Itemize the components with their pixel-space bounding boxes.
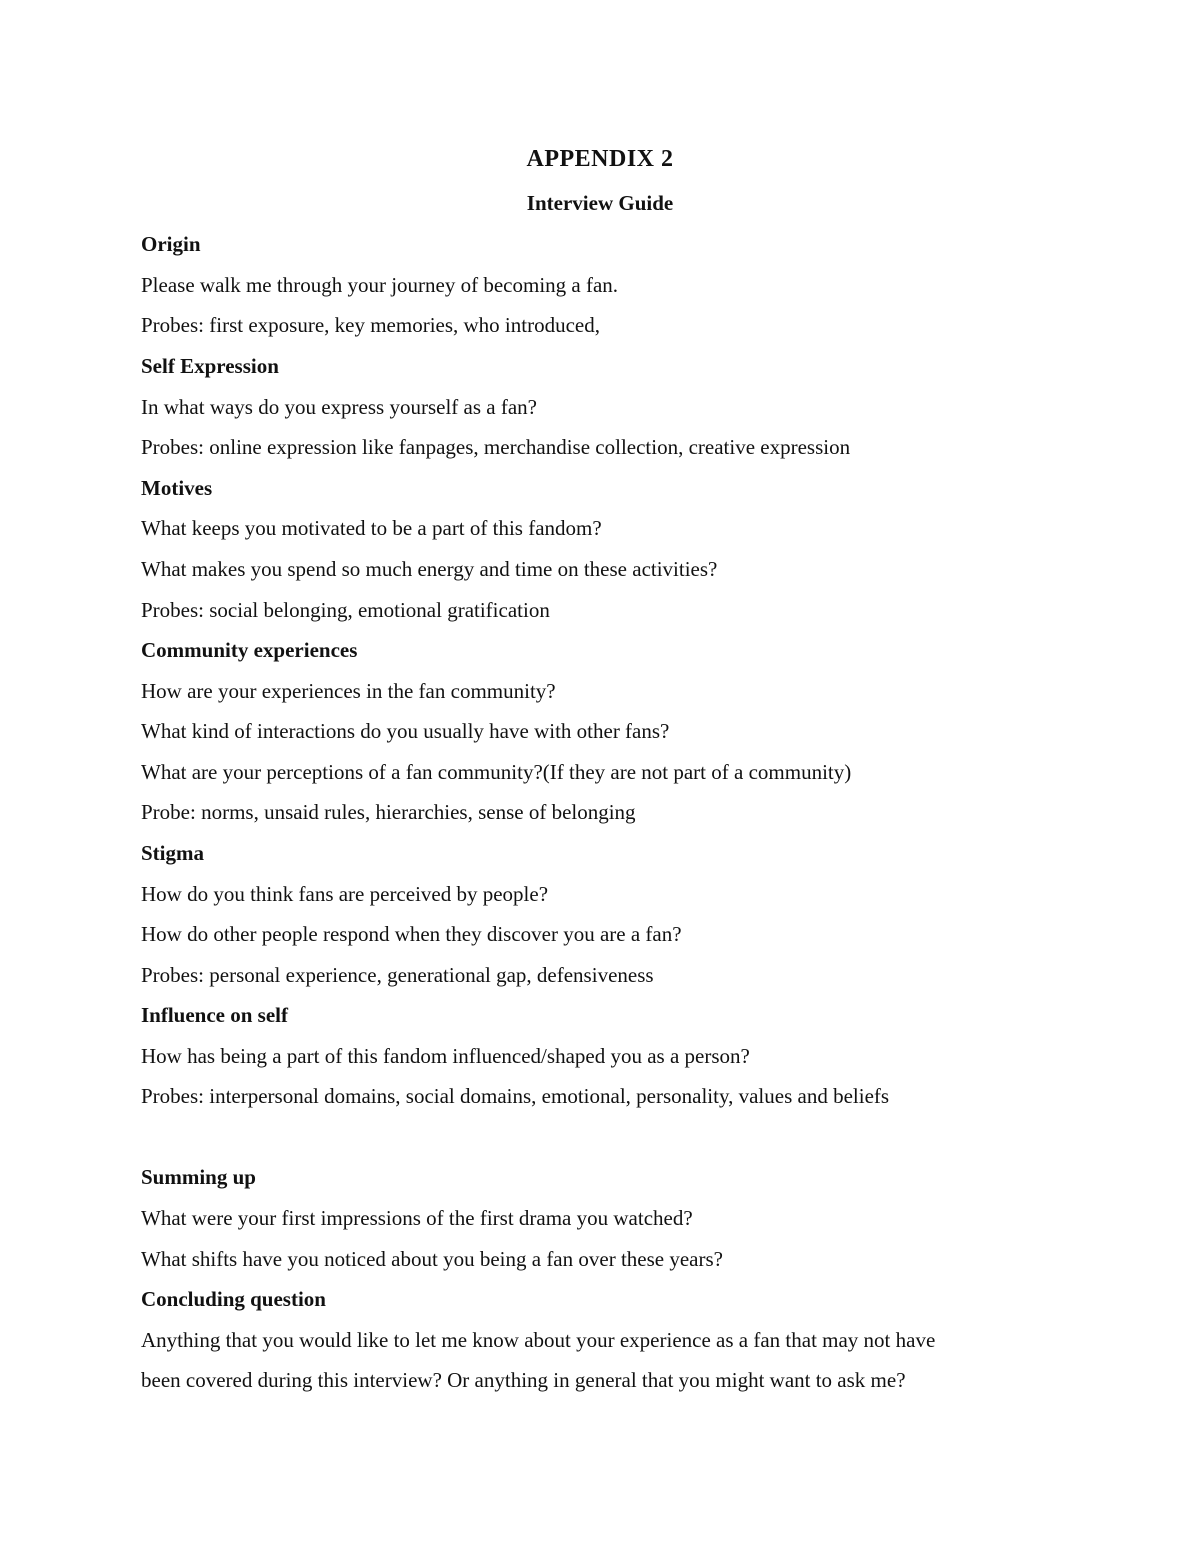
section-line: Probes: first exposure, key memories, who introduced, [141, 313, 600, 337]
section-line: How do other people respond when they discover you are a fan? [141, 922, 682, 946]
section-line: What keeps you motivated to be a part of this fandom? [141, 516, 602, 540]
section-line: Probes: interpersonal domains, social domains, emotional, personality, values and beliefs [141, 1084, 890, 1108]
section-line: What makes you spend so much energy and time on these activities? [141, 557, 718, 581]
section-line: Please walk me through your journey of becoming a fan. [141, 273, 619, 297]
section-line: What shifts have you noticed about you being a fan over these years? [141, 1247, 723, 1271]
section-heading-origin: Origin [141, 232, 201, 256]
section-heading-summing-up: Summing up [141, 1165, 256, 1189]
section-line: How do you think fans are perceived by people? [141, 882, 549, 906]
section-heading-motives: Motives [141, 476, 213, 500]
section-line: Probes: online expression like fanpages, merchandise collection, creative expression [141, 435, 851, 459]
page-title: APPENDIX 2 [526, 146, 674, 172]
section-line: Probe: norms, unsaid rules, hierarchies, sense of belonging [141, 800, 636, 824]
section-line: How has being a part of this fandom influenced/shaped you as a person? [141, 1044, 750, 1068]
section-heading-influence-on-self: Influence on self [141, 1003, 288, 1027]
page-subtitle: Interview Guide [526, 191, 674, 215]
section-line: What are your perceptions of a fan community?(If they are not part of a community) [141, 760, 852, 784]
section-line: Probes: social belonging, emotional gratification [141, 598, 550, 622]
section-line: Anything that you would like to let me know about your experience as a fan that may not have [141, 1328, 936, 1352]
section-line: Probes: personal experience, generational gap, defensiveness [141, 963, 654, 987]
section-line: been covered during this interview? Or anything in general that you might want to ask me? [141, 1368, 906, 1392]
section-heading-community-experiences: Community experiences [141, 638, 358, 662]
section-heading-stigma: Stigma [141, 841, 204, 865]
section-line: In what ways do you express yourself as a fan? [141, 395, 537, 419]
section-line: What were your first impressions of the first drama you watched? [141, 1206, 693, 1230]
section-heading-concluding-question: Concluding question [141, 1287, 326, 1311]
section-heading-self-expression: Self Expression [141, 354, 279, 378]
section-line: What kind of interactions do you usually have with other fans? [141, 719, 670, 743]
section-line: How are your experiences in the fan community? [141, 679, 556, 703]
